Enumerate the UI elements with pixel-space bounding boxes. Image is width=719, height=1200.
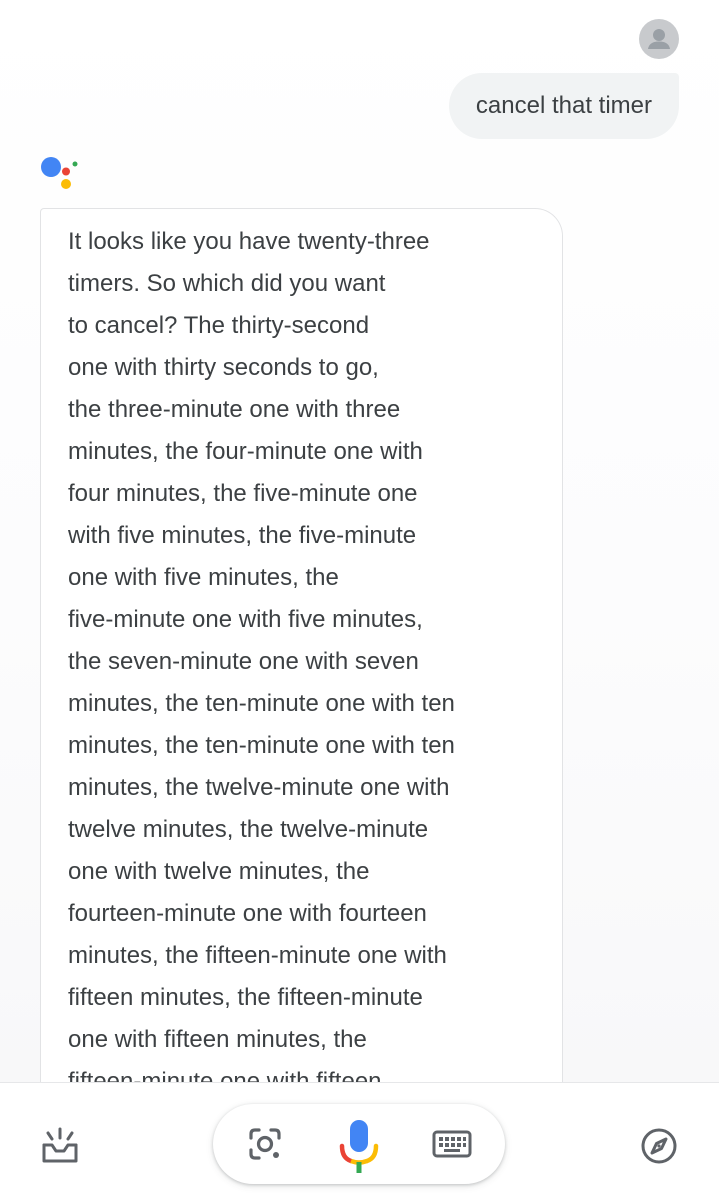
- user-query-bubble: [449, 73, 679, 139]
- user-query-text: cancel that timer: [475, 92, 652, 119]
- bottom-action-bar: [0, 1082, 719, 1200]
- inbox-updates-icon[interactable]: [36, 1123, 84, 1171]
- user-avatar-icon[interactable]: [639, 19, 679, 59]
- compass-explore-icon[interactable]: [636, 1123, 682, 1169]
- voice-input-pill: [213, 1104, 505, 1184]
- google-lens-icon[interactable]: [245, 1124, 285, 1164]
- keyboard-icon[interactable]: [431, 1128, 473, 1160]
- microphone-icon[interactable]: [338, 1118, 380, 1174]
- assistant-response-card: [40, 208, 563, 1200]
- google-assistant-logo-icon: [40, 154, 84, 194]
- assistant-response-text: It looks like you have twenty-three timers. So which did you want to cancel? The thirty-second one with thirty seconds to go, the three-minute one with three minutes, the four-minute one with four minutes, the five-minute one with five minutes, the five-minute one with five minutes, the five-minute one with five minutes, the seven-minute one with seven minutes, the ten-minute one with ten minutes, the ten-minute one with ten minutes, the twelve-minute one with twelve minutes, the twelve-minute one with twelve minutes, the fourteen-minute one with fourteen minutes, the fifteen-minute one with fifteen minutes, the fifteen-minute one with fifteen minutes, the: [68, 228, 455, 1053]
